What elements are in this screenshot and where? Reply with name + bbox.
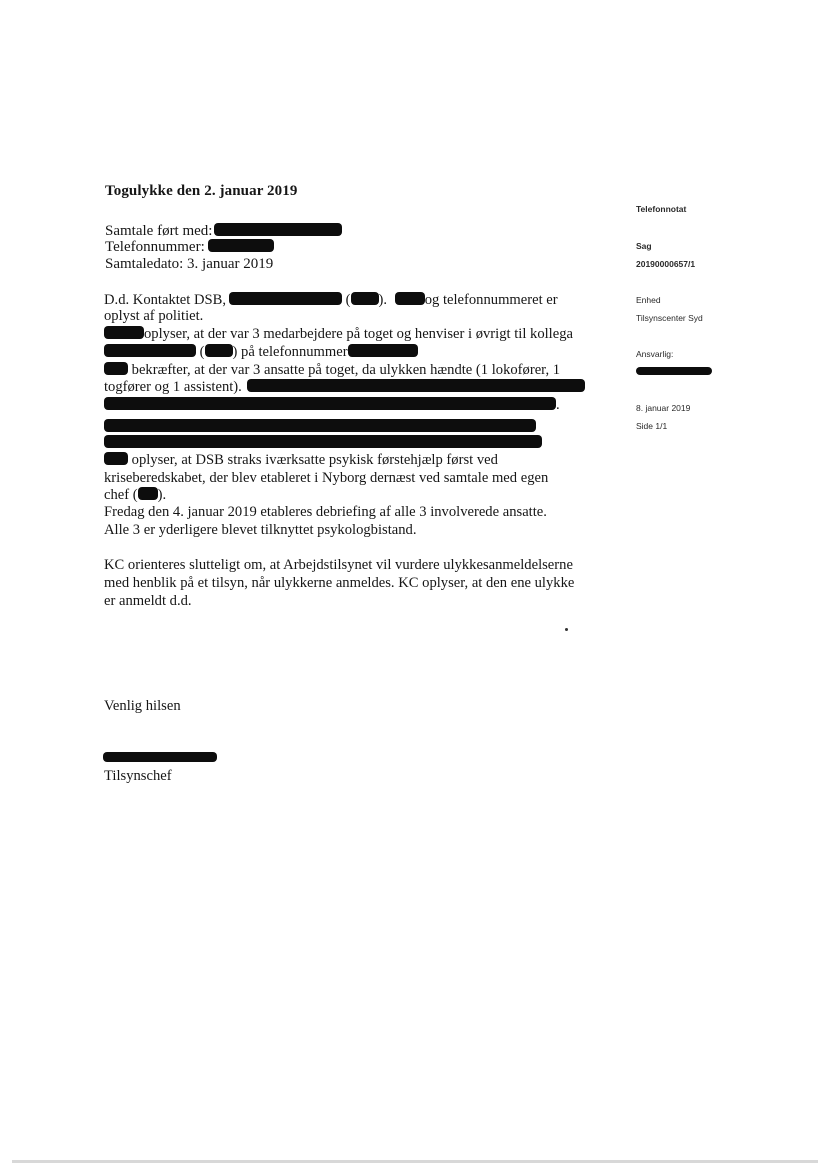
redaction-bar <box>104 419 536 432</box>
sidebar-responsible-label: Ansvarlig: <box>636 349 674 359</box>
body-line-1: D.d. Kontaktet DSB, ( ). og telefonnummeret er <box>104 292 558 308</box>
body-line-7: . <box>104 396 560 414</box>
redaction-bar <box>214 223 342 236</box>
redaction-bar <box>205 344 233 357</box>
sidebar-date: 8. januar 2019 <box>636 403 691 413</box>
redaction-bar <box>104 362 128 375</box>
sidebar-case-label: Sag <box>636 241 652 251</box>
redaction-bar <box>104 344 196 357</box>
body-line-11: Fredag den 4. januar 2019 etableres debriefing af alle 3 involverede ansatte. <box>104 504 547 520</box>
body-line-10: chef ( ). <box>104 487 167 503</box>
phone-line <box>105 238 274 256</box>
sidebar-case-number: 20190000657/1 <box>636 259 696 269</box>
closing-greeting: Venlig hilsen <box>104 698 181 714</box>
signature-title: Tilsynschef <box>104 768 172 784</box>
redaction-bar <box>636 367 712 375</box>
signature-redaction <box>103 752 217 762</box>
body-line-2: oplyst af politiet. <box>104 308 204 324</box>
scan-edge-line <box>12 1160 818 1163</box>
sidebar-page: Side 1/1 <box>636 421 668 431</box>
body-line-6: togfører og 1 assistent). <box>104 378 585 396</box>
stray-dot <box>565 628 568 631</box>
redaction-bar <box>247 379 585 392</box>
redaction-bar <box>348 344 418 357</box>
body-line-15: er anmeldt d.d. <box>104 593 192 609</box>
body-line-13: KC orienteres slutteligt om, at Arbejdstilsynet vil vurdere ulykkesanmeldelserne <box>104 557 573 573</box>
body-line-4: ( ) på telefonnummer <box>104 343 418 361</box>
redaction-bar <box>395 292 425 305</box>
body-line-14: med henblik på et tilsyn, når ulykkerne anmeldes. KC oplyser, at den ene ulykke <box>104 575 575 591</box>
body-line-8: oplyser, at DSB straks iværksatte psykisk førstehjælp først ved <box>104 451 498 469</box>
sidebar-doc-type: Telefonnotat <box>636 204 687 214</box>
phone-label: Telefonnummer: <box>105 239 205 255</box>
conversation-date: Samtaledato: 3. januar 2019 <box>105 256 274 272</box>
redaction-bar <box>104 397 556 410</box>
sidebar-unit-label: Enhed <box>636 295 661 305</box>
redaction-bar <box>104 452 128 465</box>
redaction-bar <box>351 292 379 305</box>
redaction-bar <box>229 292 342 305</box>
body-line-12: Alle 3 er yderligere blevet tilknyttet psykologbistand. <box>104 522 417 538</box>
sidebar-unit-value: Tilsynscenter Syd <box>636 313 703 323</box>
body-line-5: bekræfter, at der var 3 ansatte på toget, da ulykken hændte (1 lokofører, 1 <box>104 361 560 379</box>
document-title: Togulykke den 2. januar 2019 <box>105 183 298 199</box>
conversation-with-label: Samtale ført med: <box>105 223 213 239</box>
redaction-bar <box>104 435 542 448</box>
body-line-3: oplyser, at der var 3 medarbejdere på toget og henviser i øvrigt til kollega <box>104 325 573 343</box>
redaction-bar <box>138 487 158 500</box>
redaction-bar <box>208 239 274 252</box>
body-line-9: kriseberedskabet, der blev etableret i Nyborg dernæst ved samtale med egen <box>104 470 549 486</box>
redaction-bar <box>104 326 144 339</box>
